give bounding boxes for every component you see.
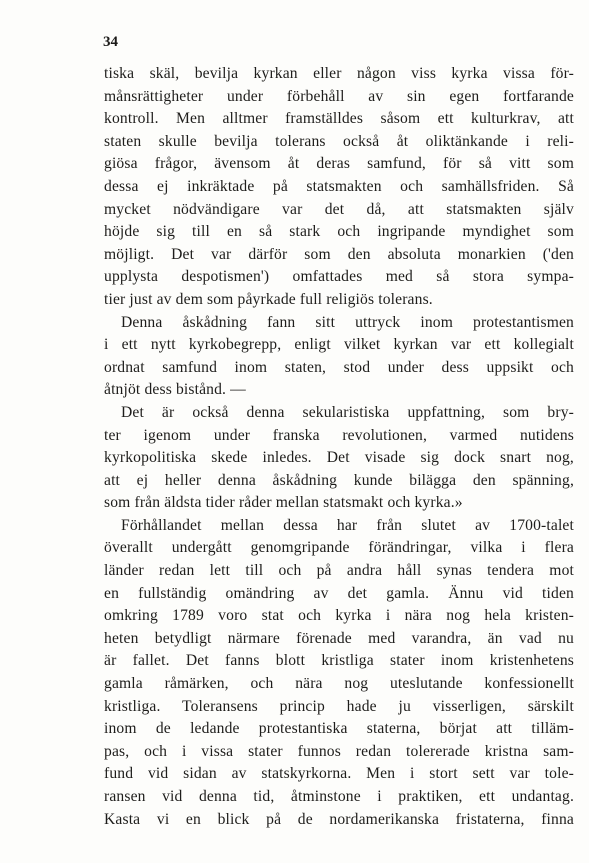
text-line: ransen vid denna tid, åtminstone i praktiken, ett undantag. (104, 788, 574, 805)
text-line: länder redan lett till och på andra håll synas tendera mot (104, 562, 574, 580)
text-line: överallt undergått genomgripande förändringar, vilka i flera (104, 539, 574, 557)
text-line: tiska skäl, bevilja kyrkan eller någon viss kyrka vissa för- (104, 65, 574, 82)
text-line: kontroll. Men alltmer framställdes såsom ett kulturkrav, att (104, 110, 574, 128)
text-line: kyrkopolitiska skede inledes. Det visade sig dock snart nog, (104, 449, 574, 467)
text-line: mycket nödvändigare var det då, att statsmakten själv (104, 200, 574, 218)
text-line: i ett nytt kyrkobegrepp, enligt vilket kyrkan var ett kollegialt (104, 336, 574, 354)
text-line: gamla råmärken, och nära nog uteslutande konfessionellt (104, 675, 574, 693)
text-line: att ej heller denna åskådning kunde bilägga den spänning, (104, 471, 574, 489)
text-line: upplysta despotismen') omfattades med så stora sympa- (104, 268, 574, 286)
text-line: Det är också denna sekularistiska uppfattning, som bry- (121, 403, 574, 421)
text-line: tier just av dem som påyrkade full religiös tolerans. (104, 290, 433, 308)
text-line: heten betydligt närmare förenade med varandra, än vad nu (104, 629, 574, 647)
text-line: giösa frågor, ävensom åt deras samfund, för så vitt som (104, 155, 574, 173)
page-number: 34 (103, 34, 118, 50)
text-line: dessa ej inkräktade på statsmakten och samhällsfriden. Så (104, 177, 574, 195)
text-line: som från äldsta tider råder mellan statsmakt och kyrka.» (104, 494, 463, 512)
text-line: Förhållandet mellan dessa har från slutet av 1700-talet (121, 516, 574, 534)
text-line: ter igenom under franska revolutionen, varmed nutidens (104, 426, 574, 444)
text-line: kristliga. Toleransens princip hade ju visserligen, särskilt (104, 697, 574, 715)
text-line: inom de ledande protestantiska staterna, börjat att tilläm- (104, 720, 574, 738)
text-line: Kasta vi en blick på de nordamerikanska fristaterna, finna (104, 810, 574, 828)
text-line: är fallet. Det fanns blott kristliga stater inom kristenhetens (104, 652, 574, 670)
text-line: månsrättigheter under förbehåll av sin egen fortfarande (104, 87, 574, 105)
text-line: möjligt. Det var därför som den absoluta monarkien ('den (104, 245, 574, 263)
text-line: ordnat samfund inom staten, stod under dess uppsikt och (104, 358, 574, 376)
text-line: omkring 1789 voro stat och kyrka i nära nog hela kristen- (104, 607, 574, 625)
text-line: fund vid sidan av statskyrkorna. Men i stort sett var tole- (104, 765, 574, 783)
text-line: en fullständig omändring av det gamla. Ännu vid tiden (104, 584, 574, 602)
text-line: åtnjöt dess bistånd. — (104, 381, 246, 399)
text-line: Denna åskådning fann sitt uttryck inom protestantismen (121, 313, 574, 331)
text-line: staten skulle bevilja tolerans också åt oliktänkande i reli- (104, 132, 574, 150)
text-line: pas, och i vissa stater funnos redan tolererade kristna sam- (104, 742, 574, 760)
text-line: höjde sig till en så stark och ingripande myndighet som (104, 223, 574, 241)
body-text (104, 63, 574, 831)
